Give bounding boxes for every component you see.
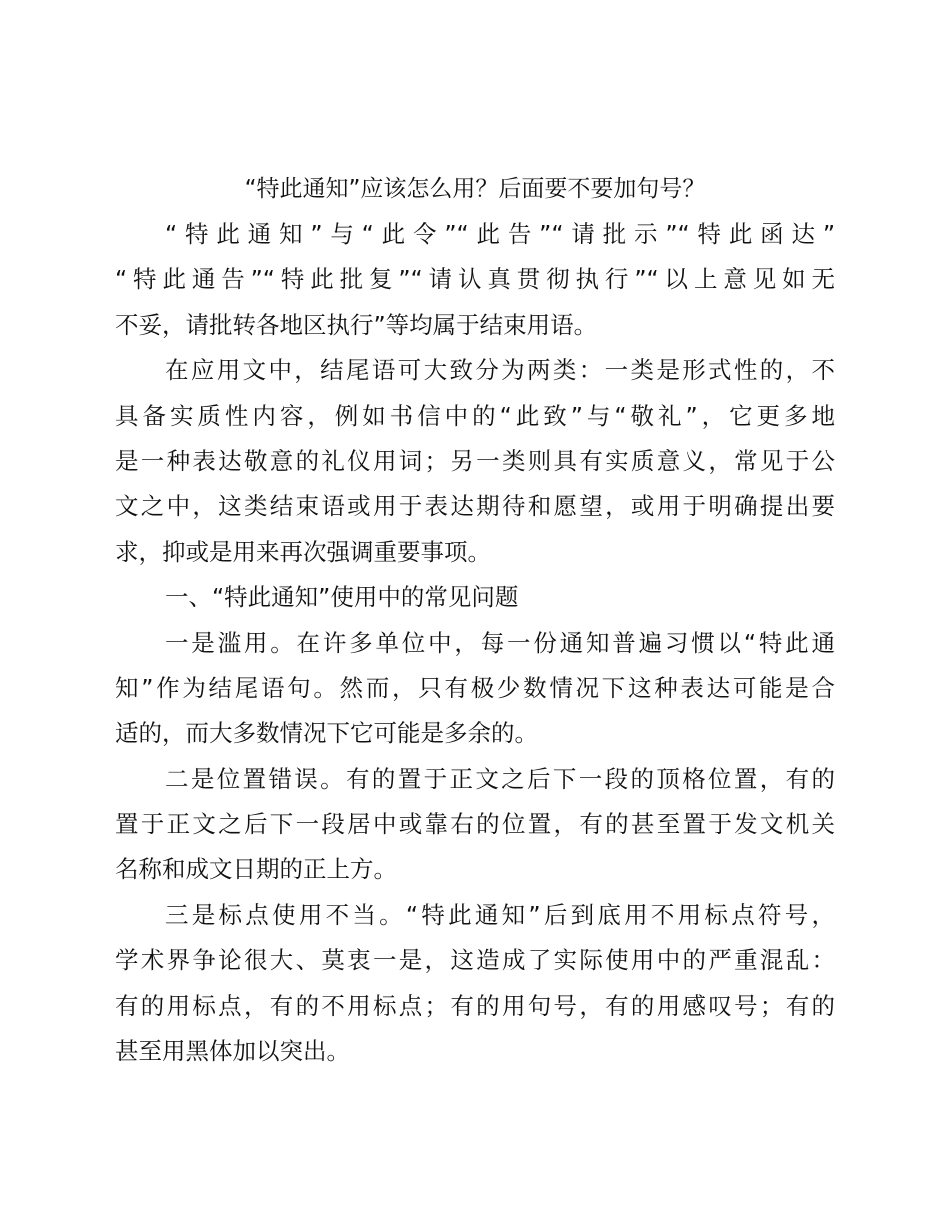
document-page xyxy=(115,166,835,1074)
paragraph-line: 具备实质性内容，例如书信中的“此致”与“敬礼”，它更多地 xyxy=(115,401,835,430)
paragraph-line: 有的用标点，有的不用标点；有的用句号，有的用感叹号；有的 xyxy=(115,991,835,1020)
paragraph-line: 三是标点使用不当。“特此通知”后到底用不用标点符号， xyxy=(165,900,835,929)
paragraph xyxy=(115,348,835,575)
paragraph-line: 文之中，这类结束语或用于表达期待和愿望，或用于明确提出要 xyxy=(115,492,835,521)
paragraph-line: 是一种表达敬意的礼仪用词；另一类则具有实质意义，常见于公 xyxy=(115,446,835,475)
paragraph xyxy=(115,621,835,757)
paragraph-line: “特此通告”“特此批复”“请认真贯彻执行”“以上意见如无 xyxy=(115,265,835,294)
paragraph-line: 名称和成文日期的正上方。 xyxy=(115,855,397,884)
paragraph xyxy=(115,575,835,620)
paragraph-line: 适的，而大多数情况下它可能是多余的。 xyxy=(115,719,538,748)
paragraph xyxy=(115,757,835,893)
paragraph-line: 二是位置错误。有的置于正文之后下一段的顶格位置，有的 xyxy=(165,764,835,793)
paragraph-line: 不妥，请批转各地区执行”等均属于结束用语。 xyxy=(115,310,598,339)
document-title: “特此通知”应该怎么用？后面要不要加句号？ xyxy=(244,176,706,202)
paragraph-line: “特此通知”与“此令”“此告”“请批示”“特此函达” xyxy=(165,220,835,248)
paragraph-line: 学术界争论很大、莫衷一是，这造成了实际使用中的严重混乱： xyxy=(115,946,835,975)
paragraph xyxy=(115,893,835,1075)
paragraph-line: 甚至用黑体加以突出。 xyxy=(115,1037,350,1066)
paragraph-line: 求，抑或是用来再次强调重要事项。 xyxy=(115,537,491,566)
paragraph-line: 在应用文中，结尾语可大致分为两类：一类是形式性的，不 xyxy=(165,356,835,385)
paragraph-line: 置于正文之后下一段居中或靠右的位置，有的甚至置于发文机关 xyxy=(115,810,835,839)
paragraph-line: 一、“特此通知”使用中的常见问题 xyxy=(165,583,519,612)
paragraph xyxy=(115,212,835,348)
paragraph-line: 知”作为结尾语句。然而，只有极少数情况下这种表达可能是合 xyxy=(115,673,835,702)
paragraph-line: 一是滥用。在许多单位中，每一份通知普遍习惯以“特此通 xyxy=(165,628,835,657)
document-body xyxy=(115,212,835,1074)
